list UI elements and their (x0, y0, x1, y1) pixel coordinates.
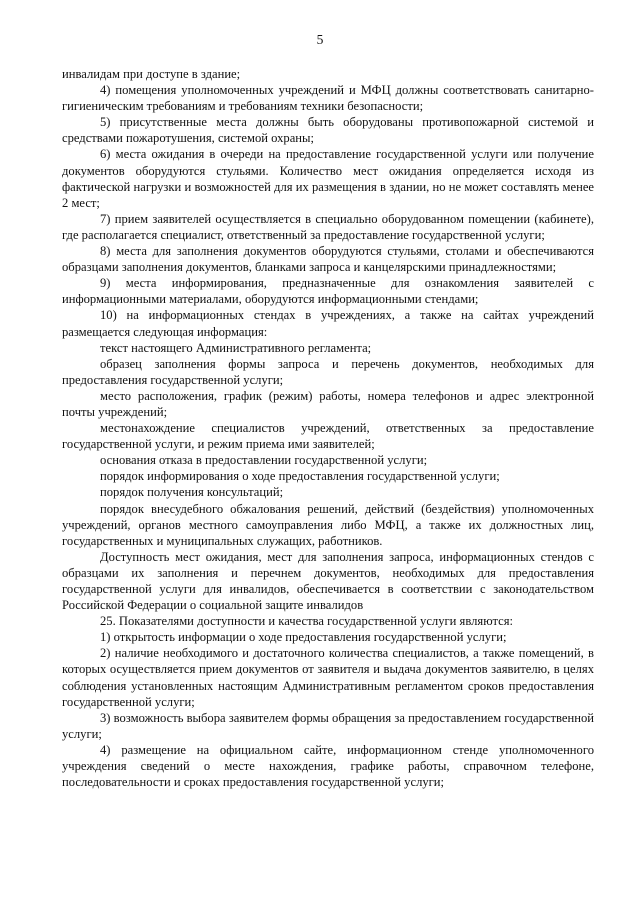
paragraph: 2) наличие необходимого и достаточного количества специалистов, а также помещений, в которых осуществляется прием документов от заявителя и выдача документов заявителю, в целях соблюдения установленных настоящим Административным регламентом сроков предоставления государственной услуги; (62, 646, 594, 709)
paragraph: порядок информирования о ходе предоставления государственной услуги; (100, 469, 500, 484)
paragraph: текст настоящего Административного регламента; (100, 340, 372, 355)
paragraph: порядок внесудебного обжалования решений, действий (бездействия) уполномоченных учреждений, органов местного самоуправления либо МФЦ, а также их должностных лиц, государственных и муниципальных служащих, работников. (62, 501, 594, 548)
paragraph: инвалидам при доступе в здание; (62, 67, 241, 81)
paragraph: Доступность мест ожидания, мест для заполнения запроса, информационных стендов с образцами их заполнения и перечнем документов, необходимых для предоставления государственной услуги для инвалидов, обеспечивается в соответствии с законодательством Российской Федерации о социальной защите инвалидов (62, 549, 594, 613)
paragraph: место расположения, график (режим) работы, номера телефонов и адрес электронной почты учреждений; (62, 388, 594, 419)
body-text (62, 66, 594, 790)
paragraph: 7) прием заявителей осуществляется в специально оборудованном помещении (кабинете), где располагается специалист, ответственный за предоставление государственной услуги; (62, 211, 594, 242)
paragraph: 6) места ожидания в очереди на предоставление государственной услуги или получение документов оборудуются стульями. Количество мест ожидания определяется исходя из фактической нагрузки и возможностей для их размещения в здании, но не может составлять менее 2 мест; (62, 147, 594, 210)
paragraph: 4) помещения уполномоченных учреждений и МФЦ должны соответствовать санитарно-гигиеническим требованиям и требованиям техники безопасности; (62, 83, 594, 114)
paragraph: 3) возможность выбора заявителем формы обращения за предоставлением государственной услуги; (62, 710, 594, 741)
paragraph: 8) места для заполнения документов оборудуются стульями, столами и обеспечиваются образцами заполнения документов, бланками запроса и канцелярскими принадлежностями; (62, 244, 594, 275)
paragraph: порядок получения консультаций; (100, 485, 284, 500)
page-number: 5 (316, 32, 324, 47)
paragraph: 9) места информирования, предназначенные для ознакомления заявителей с информационными материалами, оборудуются информационными стендами; (62, 276, 594, 307)
paragraph: основания отказа в предоставлении государственной услуги; (100, 453, 428, 468)
paragraph: 25. Показателями доступности и качества государственной услуги являются: (100, 614, 513, 629)
paragraph: 10) на информационных стендах в учреждениях, а также на сайтах учреждений размещается следующая информация: (62, 308, 594, 339)
paragraph: 4) размещение на официальном сайте, информационном стенде уполномоченного учреждения сведений о месте нахождения, графике работы, справочном телефоне, последовательности и сроках предоставления государственной услуги; (62, 742, 594, 790)
paragraph: местонахождение специалистов учреждений, ответственных за предоставление государственной услуги, и режим приема ими заявителей; (62, 421, 594, 452)
paragraph: 5) присутственные места должны быть оборудованы противопожарной системой и средствами пожаротушения, системой охраны; (62, 115, 594, 146)
paragraph: 1) открытость информации о ходе предоставления государственной услуги; (100, 630, 507, 645)
paragraph: образец заполнения формы запроса и перечень документов, необходимых для предоставления государственной услуги; (62, 356, 594, 387)
